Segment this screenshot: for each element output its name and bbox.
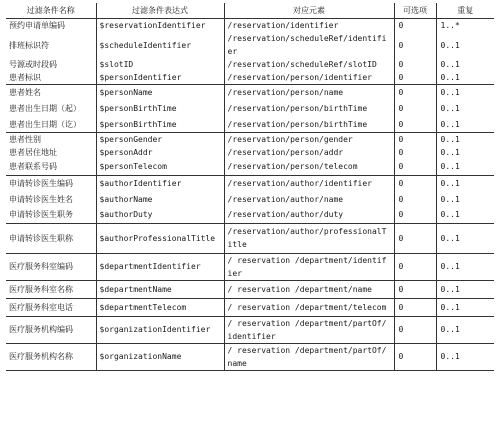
table-row bbox=[6, 19, 494, 33]
header-filter-name: 过滤条件名称 bbox=[6, 3, 96, 19]
cell-filter-expression: $authorIdentifier bbox=[96, 175, 224, 191]
cell-filter-name: 医疗服务机构名称 bbox=[6, 343, 96, 370]
cell-element-path: /reservation/person/birthTime bbox=[224, 101, 394, 117]
cell-repeat: 1..* bbox=[436, 19, 494, 33]
cell-repeat: 0..1 bbox=[436, 117, 494, 133]
cell-element-path: /reservation/person/identifier bbox=[224, 71, 394, 85]
cell-repeat: 0..1 bbox=[436, 133, 494, 147]
cell-optional: 0 bbox=[394, 101, 436, 117]
cell-repeat: 0..1 bbox=[436, 101, 494, 117]
cell-element-path: / reservation /department/telecom bbox=[224, 298, 394, 316]
cell-element-path: /reservation/person/birthTime bbox=[224, 117, 394, 133]
cell-repeat: 0..1 bbox=[436, 223, 494, 253]
cell-optional: 0 bbox=[394, 146, 436, 159]
cell-filter-name: 患者出生日期（起） bbox=[9, 104, 81, 113]
cell-filter-name: 申请转诊医生职称 bbox=[6, 223, 96, 253]
table-row bbox=[6, 191, 494, 207]
cell-repeat: 0..1 bbox=[436, 253, 494, 280]
table-row bbox=[6, 101, 494, 117]
cell-optional: 0 bbox=[394, 58, 436, 71]
cell-optional: 0 bbox=[394, 191, 436, 207]
cell-optional: 0 bbox=[394, 19, 436, 33]
cell-element-path: /reservation/scheduleRef/slotID bbox=[224, 58, 394, 71]
cell-filter-name: 预约申请单编码 bbox=[9, 21, 65, 30]
cell-filter-expression: $personTelecom bbox=[96, 159, 224, 175]
cell-filter-expression: $personBirthTime bbox=[96, 117, 224, 133]
cell-optional: 0 bbox=[394, 343, 436, 370]
cell-repeat: 0..1 bbox=[436, 146, 494, 159]
cell-filter-expression: $organizationName bbox=[96, 343, 224, 370]
cell-filter-expression: $personBirthTime bbox=[96, 101, 224, 117]
table-row bbox=[6, 85, 494, 101]
cell-filter-name: 医疗服务科室电话 bbox=[6, 298, 96, 316]
table-row bbox=[6, 71, 494, 85]
cell-filter-name: 患者标识 bbox=[9, 73, 41, 82]
header-repeat: 重复 bbox=[436, 3, 494, 19]
cell-filter-expression: $authorProfessionalTitle bbox=[96, 223, 224, 253]
cell-element-path: /reservation/identifier bbox=[224, 19, 394, 33]
cell-repeat: 0..1 bbox=[436, 159, 494, 175]
cell-element-path: /reservation/author/duty bbox=[224, 207, 394, 223]
cell-optional: 0 bbox=[394, 223, 436, 253]
table-row bbox=[6, 146, 494, 159]
table-row bbox=[6, 117, 494, 133]
table-row bbox=[6, 175, 494, 191]
cell-filter-name: 患者出生日期（讫） bbox=[9, 119, 81, 129]
cell-filter-expression: $departmentTelecom bbox=[96, 298, 224, 316]
cell-filter-expression: $authorName bbox=[96, 191, 224, 207]
cell-filter-name: 医疗服务科室编码 bbox=[6, 253, 96, 280]
cell-repeat: 0..1 bbox=[436, 298, 494, 316]
cell-optional: 0 bbox=[394, 159, 436, 175]
cell-repeat: 0..1 bbox=[436, 32, 494, 58]
cell-element-path: /reservation/author/name bbox=[224, 191, 394, 207]
cell-repeat: 0..1 bbox=[436, 58, 494, 71]
table-row bbox=[6, 280, 494, 298]
table-row bbox=[6, 32, 494, 58]
cell-filter-name: 患者居住地址 bbox=[9, 148, 57, 157]
cell-optional: 0 bbox=[394, 117, 436, 133]
cell-repeat: 0..1 bbox=[436, 343, 494, 370]
table-row bbox=[6, 133, 494, 147]
cell-optional: 0 bbox=[394, 280, 436, 298]
cell-repeat: 0..1 bbox=[436, 175, 494, 191]
header-optional: 可选项 bbox=[394, 3, 436, 19]
cell-element-path: / reservation /department/identifier bbox=[224, 253, 394, 280]
cell-element-path: /reservation/scheduleRef/identifier bbox=[224, 32, 394, 58]
cell-filter-expression: $personGender bbox=[96, 133, 224, 147]
cell-filter-name: 排班标识符 bbox=[9, 40, 49, 50]
cell-element-path: /reservation/person/addr bbox=[224, 146, 394, 159]
table-row bbox=[6, 58, 494, 71]
cell-optional: 0 bbox=[394, 253, 436, 280]
cell-optional: 0 bbox=[394, 32, 436, 58]
cell-optional: 0 bbox=[394, 175, 436, 191]
cell-optional: 0 bbox=[394, 85, 436, 101]
cell-repeat: 0..1 bbox=[436, 280, 494, 298]
cell-element-path: / reservation /department/name bbox=[224, 280, 394, 298]
cell-filter-name: 医疗服务科室名称 bbox=[6, 280, 96, 298]
cell-filter-name: 患者性别 bbox=[6, 133, 96, 147]
table-row bbox=[6, 316, 494, 343]
cell-filter-name: 患者姓名 bbox=[6, 85, 96, 101]
cell-filter-name: 医疗服务机构编码 bbox=[6, 316, 96, 343]
filter-conditions-table bbox=[6, 3, 494, 371]
cell-filter-name: 申请转诊医生编码 bbox=[6, 175, 96, 191]
cell-optional: 0 bbox=[394, 133, 436, 147]
cell-filter-expression: $reservationIdentifier bbox=[96, 19, 224, 33]
cell-repeat: 0..1 bbox=[436, 85, 494, 101]
cell-optional: 0 bbox=[394, 207, 436, 223]
table-row bbox=[6, 159, 494, 175]
cell-element-path: /reservation/author/professionalTitle bbox=[224, 223, 394, 253]
cell-filter-expression: $authorDuty bbox=[96, 207, 224, 223]
cell-filter-expression: $personAddr bbox=[96, 146, 224, 159]
table-row bbox=[6, 298, 494, 316]
header-element-path: 对应元素 bbox=[224, 3, 394, 19]
table-row bbox=[6, 207, 494, 223]
cell-element-path: /reservation/person/telecom bbox=[224, 159, 394, 175]
cell-filter-expression: $departmentName bbox=[96, 280, 224, 298]
header-filter-expression: 过滤条件表达式 bbox=[96, 3, 224, 19]
table-header-row bbox=[6, 3, 494, 19]
cell-filter-expression: $slotID bbox=[96, 58, 224, 71]
cell-repeat: 0..1 bbox=[436, 207, 494, 223]
cell-filter-name: 患者联系号码 bbox=[9, 162, 57, 172]
table-row bbox=[6, 223, 494, 253]
cell-filter-expression: $personName bbox=[96, 85, 224, 101]
cell-filter-expression: $departmentIdentifier bbox=[96, 253, 224, 280]
cell-repeat: 0..1 bbox=[436, 191, 494, 207]
cell-filter-name: 申请转诊医生姓名 bbox=[9, 194, 73, 204]
filter-table-wrapper bbox=[6, 3, 494, 371]
cell-element-path: /reservation/person/name bbox=[224, 85, 394, 101]
table-body bbox=[6, 19, 494, 371]
cell-optional: 0 bbox=[394, 298, 436, 316]
cell-repeat: 0..1 bbox=[436, 316, 494, 343]
cell-element-path: / reservation /department/partOf/name bbox=[224, 343, 394, 370]
cell-optional: 0 bbox=[394, 71, 436, 85]
cell-element-path: / reservation /department/partOf/identifier bbox=[224, 316, 394, 343]
cell-filter-name: 申请转诊医生职务 bbox=[9, 210, 73, 220]
cell-element-path: /reservation/person/gender bbox=[224, 133, 394, 147]
cell-element-path: /reservation/author/identifier bbox=[224, 175, 394, 191]
cell-optional: 0 bbox=[394, 316, 436, 343]
cell-filter-expression: $personIdentifier bbox=[96, 71, 224, 85]
table-row bbox=[6, 253, 494, 280]
cell-filter-expression: $organizationIdentifier bbox=[96, 316, 224, 343]
cell-filter-expression: $scheduleIdentifier bbox=[96, 32, 224, 58]
cell-repeat: 0..1 bbox=[436, 71, 494, 85]
table-row bbox=[6, 343, 494, 370]
cell-filter-name: 号源或时段码 bbox=[9, 60, 57, 69]
